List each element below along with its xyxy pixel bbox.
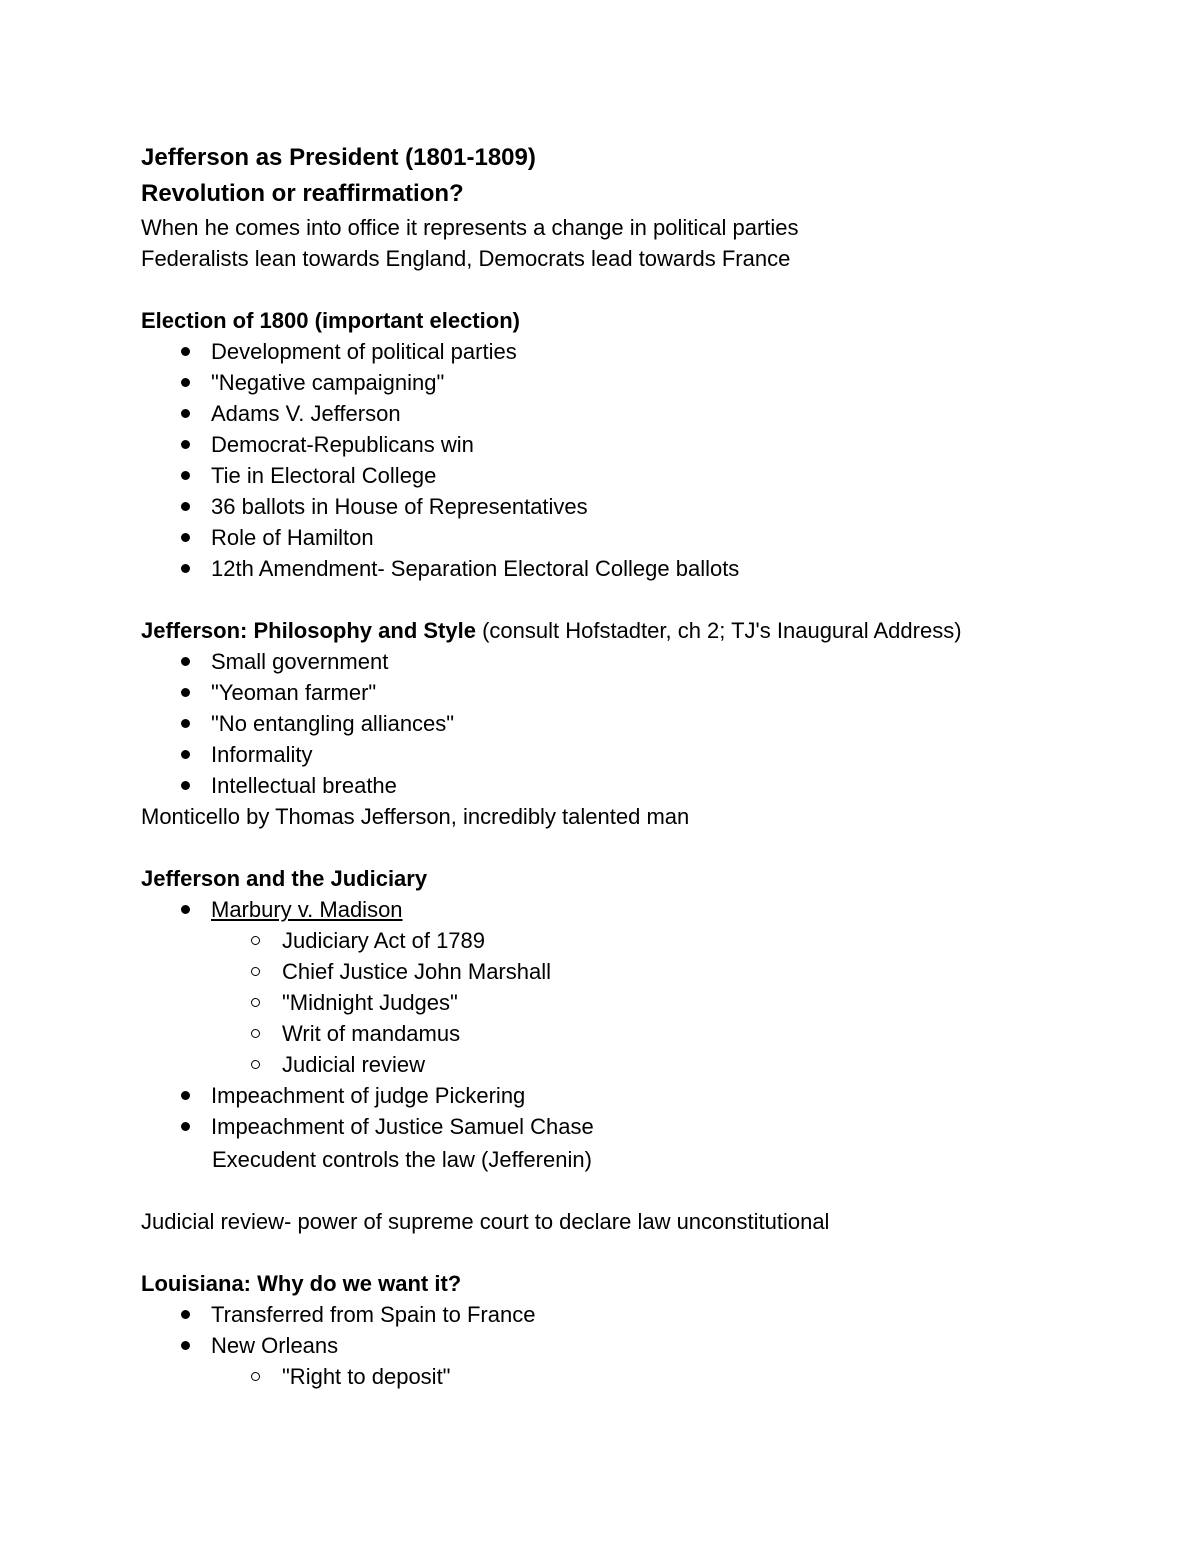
section-heading-text: Jefferson: Philosophy and Style — [141, 618, 476, 643]
bullet-icon — [181, 409, 190, 418]
sub-list-item — [141, 987, 1141, 1018]
section-heading-philosophy — [141, 615, 1141, 646]
bullet-icon — [181, 471, 190, 480]
bullet-icon — [181, 378, 190, 387]
list-item-text: Informality — [211, 742, 313, 767]
bullet-icon — [181, 440, 190, 449]
list-item-text: Intellectual breathe — [211, 773, 397, 798]
list-item — [141, 522, 1141, 553]
section-heading-judiciary: Jefferson and the Judiciary — [141, 866, 428, 891]
sub-list-item — [141, 1049, 1141, 1080]
bullet-icon — [181, 688, 190, 697]
list-item — [141, 367, 1141, 398]
bullet-icon — [181, 347, 190, 356]
list-item-text: "Negative campaigning" — [211, 370, 445, 395]
bullet-icon — [181, 502, 190, 511]
bullet-icon — [181, 719, 190, 728]
list-item-text: Development of political parties — [211, 339, 517, 364]
document-page — [141, 140, 1141, 1392]
hollow-bullet-icon — [251, 998, 260, 1007]
list-item — [141, 1299, 1141, 1330]
list-item-text: Small government — [211, 649, 389, 674]
list-item — [141, 770, 1141, 801]
section-heading-note: (consult Hofstadter, ch 2; TJ's Inaugural Address) — [475, 618, 962, 643]
page-title: Jefferson as President (1801-1809) — [141, 144, 536, 171]
spacer — [141, 832, 1141, 863]
sub-list-item-text: Judicial review — [282, 1052, 426, 1077]
sub-list-item-text: "Right to deposit" — [282, 1364, 451, 1389]
list-item — [141, 894, 1141, 925]
list-item — [141, 336, 1141, 367]
list-item — [141, 398, 1141, 429]
page-subtitle: Revolution or reaffirmation? — [141, 180, 464, 207]
list-item-text: 36 ballots in House of Representatives — [211, 494, 588, 519]
list-item — [141, 708, 1141, 739]
list-item-text: "Yeoman farmer" — [211, 680, 377, 705]
spacer — [141, 1175, 1141, 1206]
spacer — [141, 274, 1141, 305]
sub-list-item — [141, 1018, 1141, 1049]
list-item — [141, 553, 1141, 584]
hollow-bullet-icon — [251, 967, 260, 976]
sub-list-item-text: Judiciary Act of 1789 — [282, 928, 486, 953]
list-item — [141, 1080, 1141, 1111]
list-item-text: New Orleans — [211, 1333, 339, 1358]
sub-list-item — [141, 956, 1141, 987]
spacer — [141, 1237, 1141, 1268]
bullet-icon — [181, 750, 190, 759]
note-line: Monticello by Thomas Jefferson, incredibly talented man — [141, 804, 690, 829]
sub-list-item — [141, 925, 1141, 956]
list-item — [141, 1330, 1141, 1361]
list-item-text: Impeachment of judge Pickering — [211, 1083, 526, 1108]
section-heading-election: Election of 1800 (important election) — [141, 308, 520, 333]
intro-line: When he comes into office it represents a change in political parties — [141, 215, 799, 240]
bullet-icon — [181, 781, 190, 790]
list-item-text: Adams V. Jefferson — [211, 401, 401, 426]
list-item-text: Democrat-Republicans win — [211, 432, 474, 457]
list-item-text: 12th Amendment- Separation Electoral College ballots — [211, 556, 740, 581]
list-item — [141, 429, 1141, 460]
list-item-text: Impeachment of Justice Samuel Chase — [211, 1114, 594, 1139]
section-heading-louisiana: Louisiana: Why do we want it? — [141, 1271, 462, 1296]
note-line: Judicial review- power of supreme court to declare law unconstitutional — [141, 1209, 830, 1234]
list-item — [141, 491, 1141, 522]
list-item — [141, 460, 1141, 491]
list-item-text: Transferred from Spain to France — [211, 1302, 536, 1327]
intro-line: Federalists lean towards England, Democrats lead towards France — [141, 246, 791, 271]
hollow-bullet-icon — [251, 1372, 260, 1381]
list-item-continuation: Execudent controls the law (Jefferenin) — [212, 1147, 592, 1172]
sub-list-item-text: Chief Justice John Marshall — [282, 959, 552, 984]
bullet-icon — [181, 1091, 190, 1100]
bullet-icon — [181, 1341, 190, 1350]
sub-list-item — [141, 1361, 1141, 1392]
hollow-bullet-icon — [251, 936, 260, 945]
bullet-icon — [181, 905, 190, 914]
sub-list-item-text: "Midnight Judges" — [282, 990, 458, 1015]
bullet-icon — [181, 657, 190, 666]
spacer — [141, 584, 1141, 615]
list-item — [141, 646, 1141, 677]
list-item-text: Tie in Electoral College — [211, 463, 437, 488]
list-item — [141, 1111, 1141, 1142]
bullet-icon — [181, 533, 190, 542]
list-item-text: "No entangling alliances" — [211, 711, 455, 736]
list-item — [141, 677, 1141, 708]
sub-list-item-text: Writ of mandamus — [282, 1021, 461, 1046]
bullet-icon — [181, 564, 190, 573]
list-item-text: Role of Hamilton — [211, 525, 374, 550]
bullet-icon — [181, 1310, 190, 1319]
list-item-text: Marbury v. Madison — [211, 897, 403, 922]
bullet-icon — [181, 1122, 190, 1131]
hollow-bullet-icon — [251, 1029, 260, 1038]
list-item — [141, 739, 1141, 770]
hollow-bullet-icon — [251, 1060, 260, 1069]
